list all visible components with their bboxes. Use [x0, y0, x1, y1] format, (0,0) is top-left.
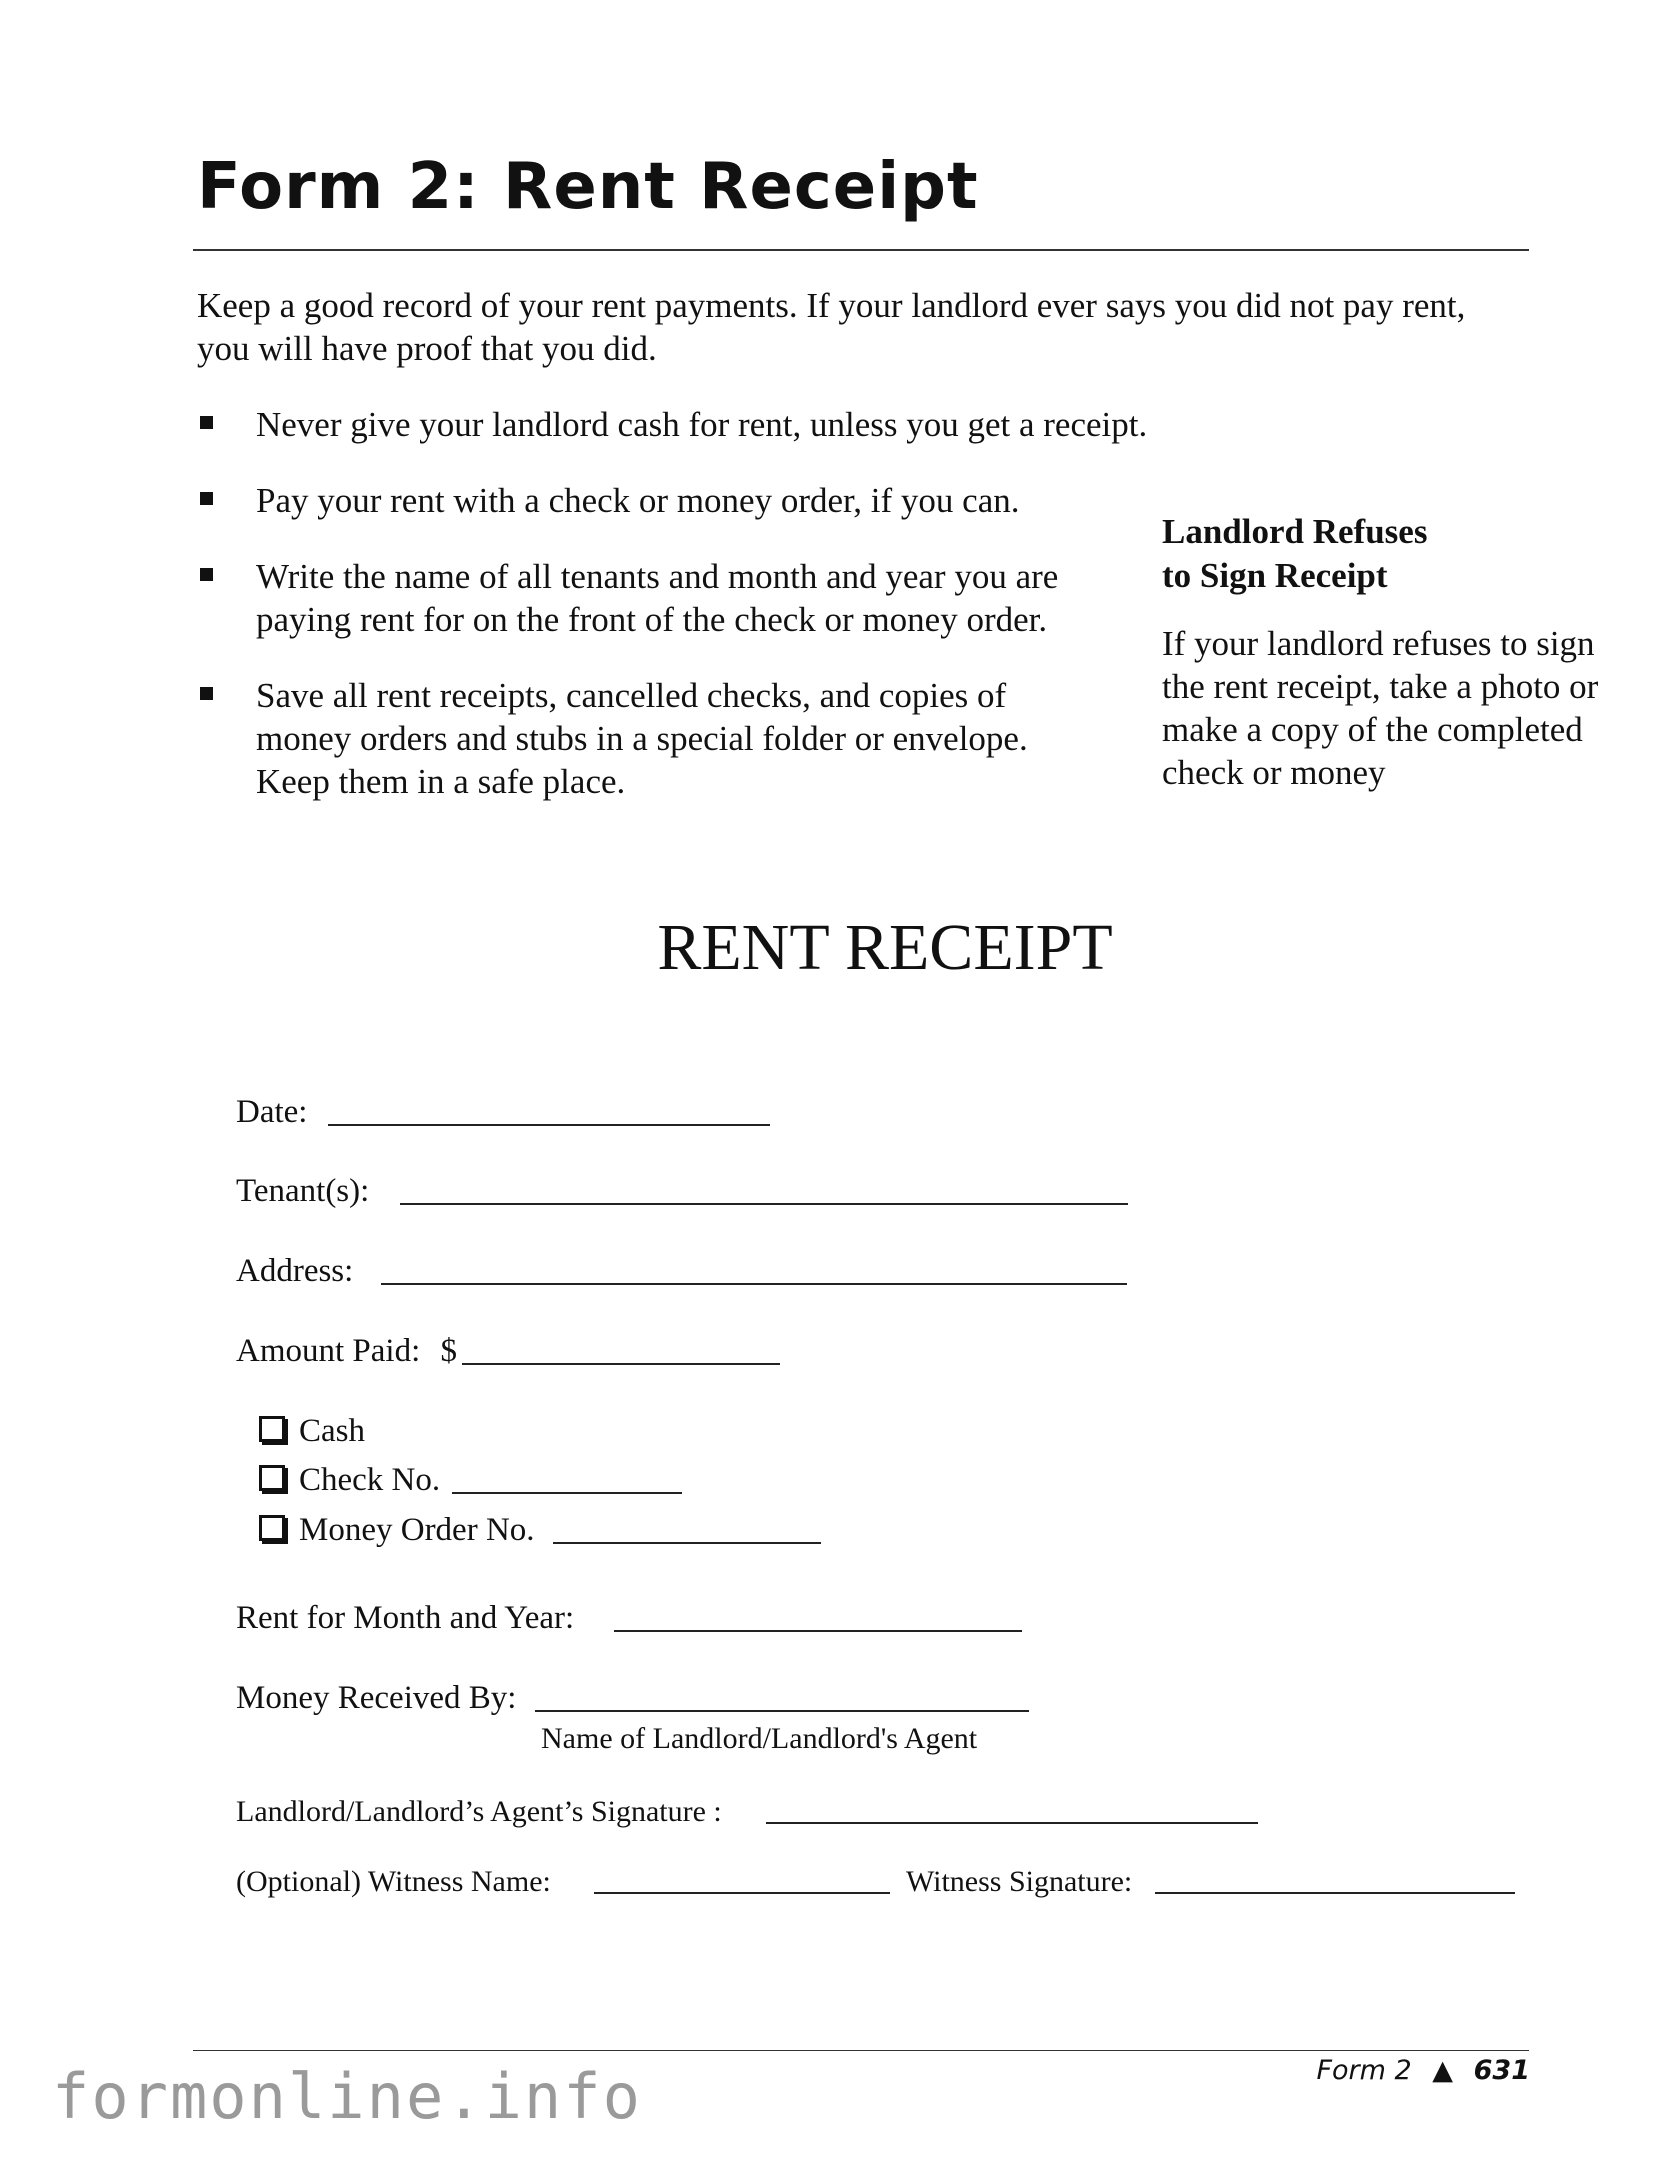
- address-field[interactable]: [381, 1283, 1127, 1285]
- bullet-square-icon: [200, 492, 213, 505]
- payment-cash[interactable]: [259, 1411, 365, 1451]
- tenants-label: Tenant(s):: [236, 1173, 370, 1209]
- footer-form-ref: Form 2: [1316, 2055, 1412, 2086]
- witness-name-field[interactable]: [594, 1892, 890, 1894]
- bullet-square-icon: [200, 416, 213, 429]
- bullet-item: [197, 555, 1127, 641]
- bullet-square-icon: [200, 568, 213, 581]
- received-by-caption: Name of Landlord/Landlord's Agent: [541, 1722, 978, 1755]
- checkbox-icon[interactable]: [259, 1416, 285, 1442]
- witness-signature-label: Witness Signature:: [906, 1865, 1133, 1898]
- money-order-number-field[interactable]: [553, 1542, 821, 1544]
- address-label: Address:: [236, 1253, 354, 1289]
- signature-label: Landlord/Landlord’s Agent’s Signature :: [236, 1795, 722, 1828]
- amount-label-text: Amount Paid:: [236, 1333, 421, 1369]
- check-number-field[interactable]: [452, 1492, 682, 1494]
- date-field[interactable]: [328, 1124, 770, 1126]
- witness-signature-field[interactable]: [1155, 1892, 1515, 1894]
- page-number: 631: [1473, 2055, 1530, 2086]
- watermark: formonline.info: [52, 2060, 642, 2133]
- currency-symbol: $: [440, 1333, 458, 1369]
- payment-money-order-label: Money Order No.: [299, 1512, 535, 1548]
- sidebar-text: If your landlord refuses to sign the rent receipt, take a photo or make a copy of the completed check or money: [1162, 624, 1599, 792]
- intro-paragraph: Keep a good record of your rent payments. If your landlord ever says you did not pay rent, you will have proof that you did.: [197, 286, 1466, 368]
- title-divider: [193, 249, 1529, 251]
- tenants-field[interactable]: [400, 1203, 1128, 1205]
- payment-check-label: Check No.: [299, 1462, 441, 1498]
- sidebar-heading: Landlord Refuses to Sign Receipt: [1162, 512, 1428, 595]
- date-label: Date:: [236, 1094, 308, 1130]
- payment-cash-label: Cash: [299, 1413, 365, 1449]
- bullet-square-icon: [200, 687, 213, 700]
- page-title: Form 2: Rent Receipt: [197, 150, 979, 224]
- amount-field[interactable]: [462, 1363, 780, 1365]
- receipt-title: RENT RECEIPT: [657, 911, 1113, 984]
- rent-for-label: Rent for Month and Year:: [236, 1600, 575, 1636]
- signature-field[interactable]: [766, 1822, 1258, 1824]
- bullet-text: Write the name of all tenants and month and year you are paying rent for on the front of the check or money order.: [256, 557, 1059, 639]
- bullet-text: Never give your landlord cash for rent, unless you get a receipt.: [256, 405, 1148, 444]
- payment-money-order[interactable]: [259, 1510, 535, 1550]
- bullet-item: [197, 403, 1177, 446]
- footer-divider: [193, 2050, 1529, 2051]
- received-by-field[interactable]: [535, 1710, 1029, 1712]
- witness-name-label: (Optional) Witness Name:: [236, 1865, 551, 1898]
- checkbox-icon[interactable]: [259, 1465, 285, 1491]
- payment-check[interactable]: [259, 1460, 440, 1500]
- received-by-label: Money Received By:: [236, 1680, 517, 1716]
- bullet-text: Save all rent receipts, cancelled checks, and copies of money orders and stubs in a special folder or envelope. Keep them in a safe place.: [256, 676, 1028, 801]
- bullet-text: Pay your rent with a check or money order, if you can.: [256, 481, 1020, 520]
- amount-label: [236, 1331, 457, 1371]
- bullet-item: [197, 674, 1097, 803]
- bullet-item: [197, 479, 1127, 522]
- rent-for-field[interactable]: [614, 1630, 1022, 1632]
- page-footer: [1300, 2055, 1530, 2086]
- checkbox-icon[interactable]: [259, 1515, 285, 1541]
- triangle-icon: ▲: [1432, 2055, 1454, 2086]
